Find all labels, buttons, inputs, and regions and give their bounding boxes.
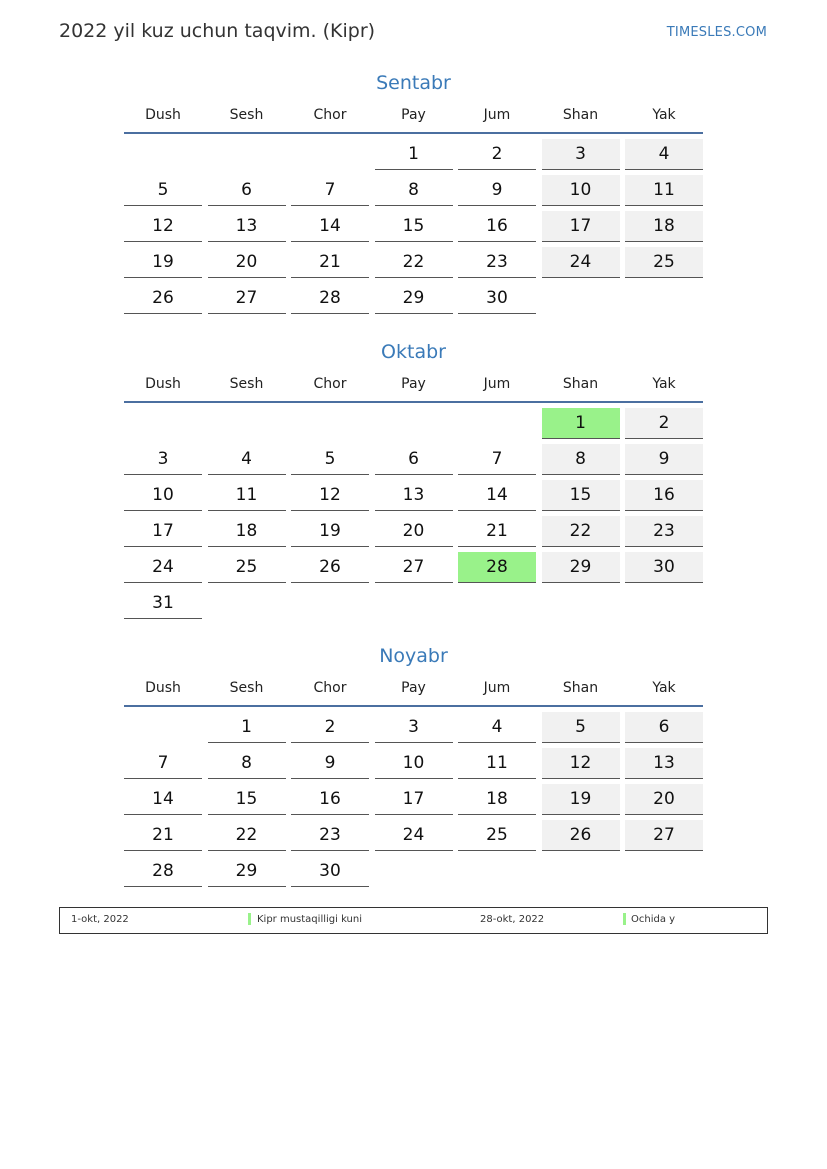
weekday-label: Chor [313, 680, 347, 696]
holiday-legend [59, 907, 768, 934]
empty-cell [208, 408, 286, 439]
weekday-header [124, 105, 703, 125]
day-cell: 25 [625, 247, 703, 278]
day-cell: 30 [291, 856, 369, 887]
day-grid [124, 408, 703, 619]
legend-holiday-name: Ochida y [631, 914, 676, 925]
day-cell: 24 [124, 552, 202, 583]
header-rule [124, 401, 703, 403]
day-cell: 20 [375, 516, 453, 547]
day-cell: 28 [124, 856, 202, 887]
day-cell: 12 [542, 748, 620, 779]
day-cell: 2 [625, 408, 703, 439]
day-cell: 12 [124, 211, 202, 242]
day-cell: 17 [124, 516, 202, 547]
day-cell: 3 [542, 139, 620, 170]
day-cell: 27 [208, 283, 286, 314]
day-cell: 1 [375, 139, 453, 170]
weekday-label: Jum [483, 376, 511, 392]
day-cell: 16 [625, 480, 703, 511]
day-cell: 14 [458, 480, 536, 511]
day-cell: 14 [291, 211, 369, 242]
day-cell: 9 [625, 444, 703, 475]
weekday-label: Jum [483, 680, 511, 696]
day-cell: 23 [625, 516, 703, 547]
day-cell: 7 [124, 748, 202, 779]
weekday-label: Shan [562, 680, 599, 696]
weekday-label: Chor [313, 376, 347, 392]
day-cell: 17 [375, 784, 453, 815]
day-cell: 23 [291, 820, 369, 851]
day-cell: 14 [124, 784, 202, 815]
day-cell: 15 [375, 211, 453, 242]
empty-cell [124, 408, 202, 439]
day-cell: 21 [124, 820, 202, 851]
day-cell: 8 [208, 748, 286, 779]
weekday-label: Yak [652, 107, 676, 123]
day-cell: 27 [375, 552, 453, 583]
legend-date: 28-okt, 2022 [480, 914, 545, 925]
day-cell: 15 [208, 784, 286, 815]
weekday-label: Sesh [229, 376, 264, 392]
weekday-header [124, 678, 703, 698]
day-cell: 7 [458, 444, 536, 475]
day-cell: 4 [208, 444, 286, 475]
day-cell: 28 [291, 283, 369, 314]
day-cell: 3 [375, 712, 453, 743]
day-cell: 18 [625, 211, 703, 242]
weekday-label: Yak [652, 680, 676, 696]
day-cell: 19 [542, 784, 620, 815]
weekday-label: Shan [562, 107, 599, 123]
day-cell: 17 [542, 211, 620, 242]
day-cell: 25 [208, 552, 286, 583]
weekday-label: Chor [313, 107, 347, 123]
day-cell: 10 [542, 175, 620, 206]
day-cell: 4 [625, 139, 703, 170]
day-cell: 21 [291, 247, 369, 278]
day-cell: 8 [375, 175, 453, 206]
day-cell: 10 [124, 480, 202, 511]
day-cell: 4 [458, 712, 536, 743]
day-cell: 26 [542, 820, 620, 851]
weekday-label: Jum [483, 107, 511, 123]
empty-cell [375, 408, 453, 439]
month-october [124, 338, 703, 619]
day-cell: 11 [458, 748, 536, 779]
day-cell: 18 [458, 784, 536, 815]
month-november [124, 642, 703, 887]
weekday-header [124, 374, 703, 394]
holiday-day-cell: 1 [542, 408, 620, 439]
day-cell: 5 [124, 175, 202, 206]
day-cell: 30 [625, 552, 703, 583]
weekday-label: Dush [145, 680, 181, 696]
day-cell: 31 [124, 588, 202, 619]
month-title: Sentabr [376, 72, 451, 94]
day-cell: 22 [375, 247, 453, 278]
header-rule [124, 132, 703, 134]
legend-date: 1-okt, 2022 [71, 914, 129, 925]
weekday-label: Pay [401, 680, 426, 696]
empty-cell [291, 408, 369, 439]
day-cell: 8 [542, 444, 620, 475]
empty-cell [458, 408, 536, 439]
day-cell: 26 [124, 283, 202, 314]
day-cell: 6 [625, 712, 703, 743]
legend-color-marker [248, 913, 251, 925]
day-cell: 2 [458, 139, 536, 170]
legend-color-marker [623, 913, 626, 925]
empty-cell [291, 139, 369, 170]
day-cell: 11 [625, 175, 703, 206]
day-cell: 22 [208, 820, 286, 851]
day-cell: 24 [375, 820, 453, 851]
empty-cell [208, 139, 286, 170]
header-rule [124, 705, 703, 707]
weekday-label: Shan [562, 376, 599, 392]
weekday-label: Sesh [229, 680, 264, 696]
day-grid [124, 712, 703, 887]
weekday-label: Yak [652, 376, 676, 392]
day-cell: 24 [542, 247, 620, 278]
day-cell: 19 [291, 516, 369, 547]
day-cell: 1 [208, 712, 286, 743]
holiday-day-cell: 28 [458, 552, 536, 583]
day-cell: 5 [542, 712, 620, 743]
weekday-label: Pay [401, 376, 426, 392]
day-cell: 13 [625, 748, 703, 779]
day-cell: 16 [291, 784, 369, 815]
day-cell: 18 [208, 516, 286, 547]
legend-holiday-name: Kipr mustaqilligi kuni [257, 914, 363, 925]
day-cell: 3 [124, 444, 202, 475]
day-cell: 29 [208, 856, 286, 887]
month-title: Oktabr [381, 341, 446, 363]
day-cell: 25 [458, 820, 536, 851]
weekday-label: Dush [145, 376, 181, 392]
day-cell: 6 [208, 175, 286, 206]
day-cell: 21 [458, 516, 536, 547]
day-cell: 26 [291, 552, 369, 583]
day-cell: 15 [542, 480, 620, 511]
day-cell: 9 [458, 175, 536, 206]
day-cell: 11 [208, 480, 286, 511]
day-cell: 22 [542, 516, 620, 547]
day-cell: 16 [458, 211, 536, 242]
day-cell: 19 [124, 247, 202, 278]
day-grid [124, 139, 703, 314]
day-cell: 13 [208, 211, 286, 242]
day-cell: 2 [291, 712, 369, 743]
day-cell: 27 [625, 820, 703, 851]
day-cell: 12 [291, 480, 369, 511]
day-cell: 7 [291, 175, 369, 206]
month-september [124, 69, 703, 314]
site-link[interactable]: TIMESLES.COM [666, 25, 767, 40]
day-cell: 30 [458, 283, 536, 314]
day-cell: 9 [291, 748, 369, 779]
month-title: Noyabr [379, 645, 448, 667]
weekday-label: Sesh [229, 107, 264, 123]
weekday-label: Dush [145, 107, 181, 123]
empty-cell [124, 139, 202, 170]
day-cell: 5 [291, 444, 369, 475]
page-title: 2022 yil kuz uchun taqvim. (Kipr) [59, 20, 376, 42]
day-cell: 20 [625, 784, 703, 815]
day-cell: 13 [375, 480, 453, 511]
day-cell: 6 [375, 444, 453, 475]
day-cell: 20 [208, 247, 286, 278]
empty-cell [124, 712, 202, 743]
day-cell: 29 [375, 283, 453, 314]
day-cell: 29 [542, 552, 620, 583]
day-cell: 10 [375, 748, 453, 779]
day-cell: 23 [458, 247, 536, 278]
weekday-label: Pay [401, 107, 426, 123]
